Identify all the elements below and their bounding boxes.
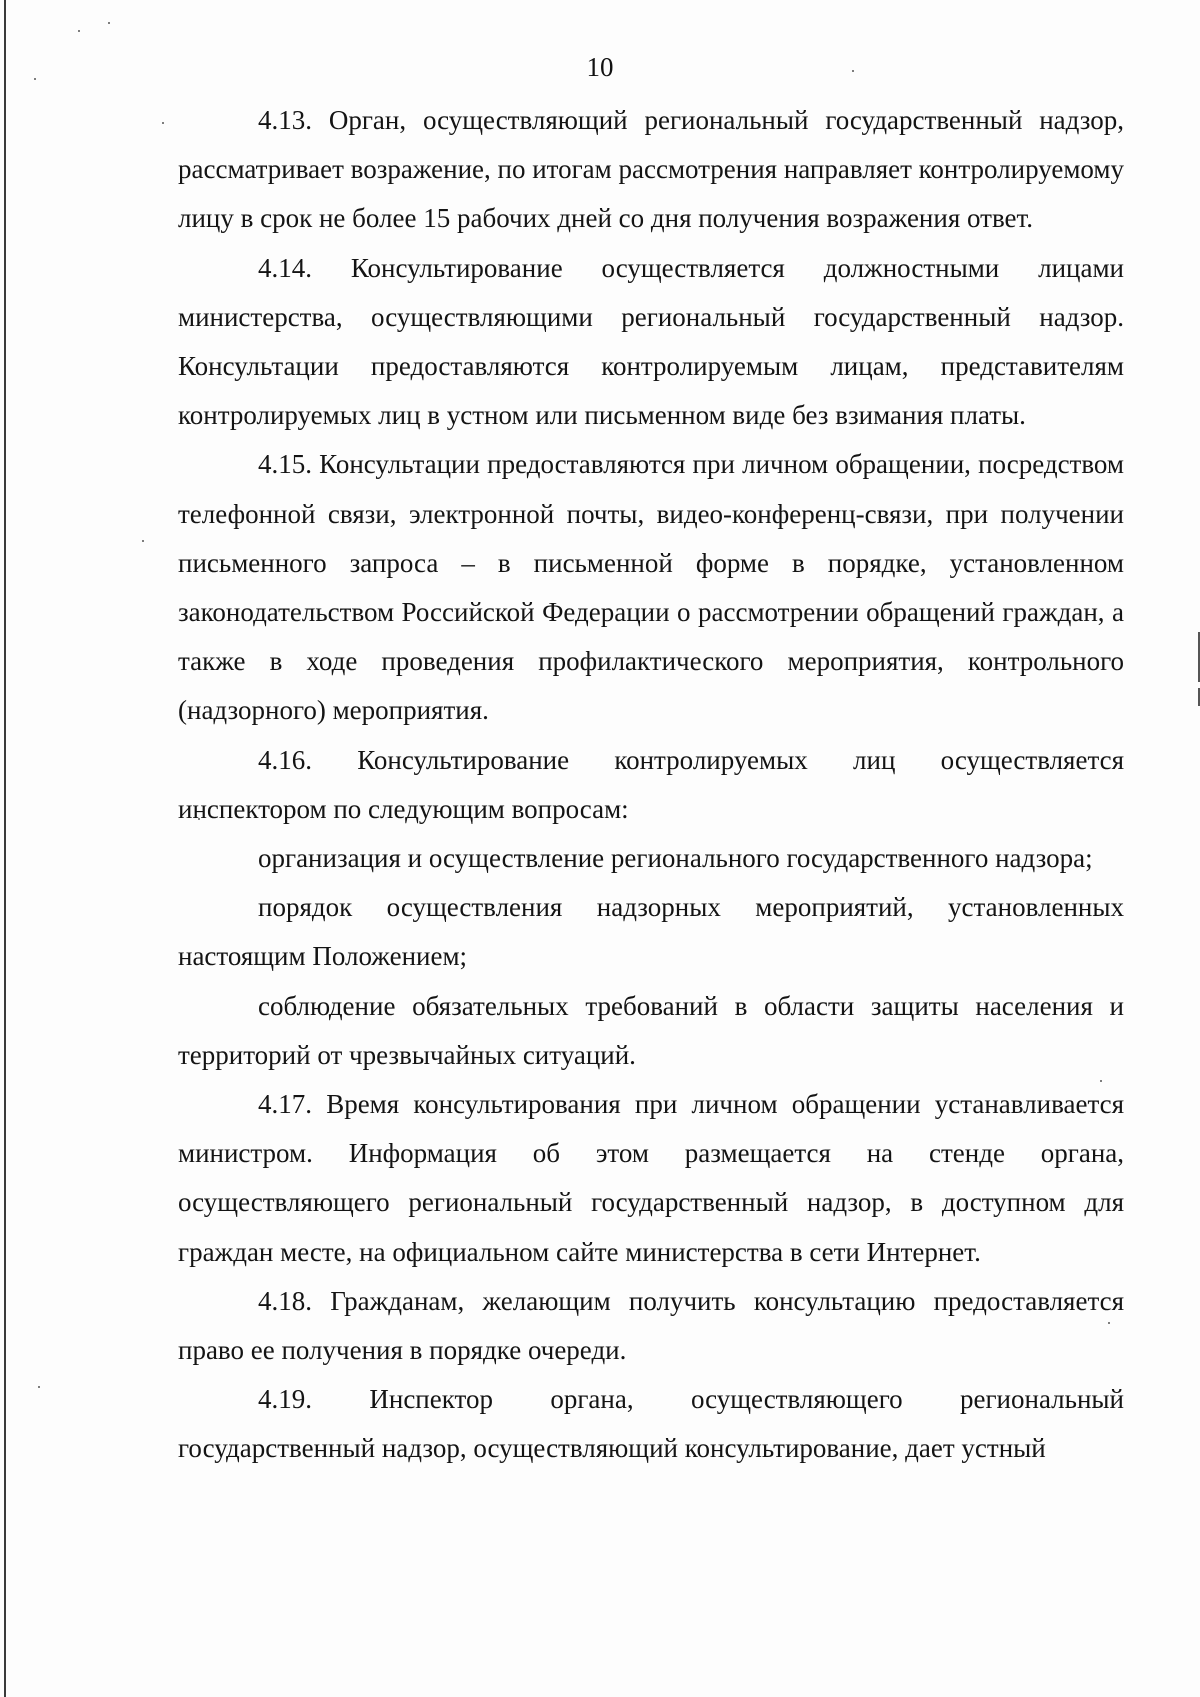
scan-speck bbox=[108, 22, 110, 24]
list-item-organization: организация и осуществление регионального государственного надзора; bbox=[258, 843, 1093, 874]
page-number: 10 bbox=[586, 52, 614, 82]
scan-speck bbox=[162, 122, 164, 124]
paragraph-4-13: 4.13. Орган, осуществляющий региональный государственный надзор, рассматривает возражение, по итогам рассмотрения направляет контролируемому лицу в срок не более 15 рабочих дней со дня получения возражения ответ. bbox=[178, 105, 1125, 234]
paragraph-4-16: 4.16. Консультирование контролируемых лиц осуществляется инспектором по следующим вопросам: bbox=[178, 744, 1124, 824]
document-body bbox=[178, 96, 1124, 1474]
paragraph-4-17: 4.17. Время консультирования при личном обращении устанавливается министром. Информация об этом размещается на стенде органа, осуществляющего региональный государственный надзор, в доступном для граждан месте, на официальном сайте министерства в сети Интернет. bbox=[178, 1089, 1124, 1267]
paragraph-4-15: 4.15. Консультации предоставляются при личном обращении, посредством телефонной связи, электронной почты, видео-конференц-связи, при получении письменного запроса – в письменной форме в порядке, установленном законодательством Российской Федерации о рассмотрении обращений граждан, а также в ходе проведения профилактического мероприятия, контрольного (надзорного) мероприятия. bbox=[178, 449, 1124, 726]
list-item-compliance: соблюдение обязательных требований в области защиты населения и территорий от чрезвычайных ситуаций. bbox=[178, 990, 1124, 1070]
paragraph-4-19: 4.19. Инспектор органа, осуществляющего региональный государственный надзор, осуществляющий консультирование, дает устный bbox=[178, 1384, 1124, 1464]
paragraph-4-18: 4.18. Гражданам, желающим получить консультацию предоставляется право ее получения в порядке очереди. bbox=[178, 1285, 1124, 1366]
scan-speck bbox=[78, 30, 80, 32]
paragraph-4-14: 4.14. Консультирование осуществляется должностными лицами министерства, осуществляющими региональный государственный надзор. Консультации предоставляются контролируемым лицам, представителям контролируемых лиц в устном или письменном виде без взимания платы. bbox=[178, 252, 1124, 431]
scan-edge-line bbox=[4, 0, 6, 1697]
scan-speck bbox=[142, 540, 144, 542]
scan-speck bbox=[38, 1386, 40, 1388]
list-item-procedure: порядок осуществления надзорных мероприятий, установленных настоящим Положением; bbox=[178, 892, 1124, 972]
